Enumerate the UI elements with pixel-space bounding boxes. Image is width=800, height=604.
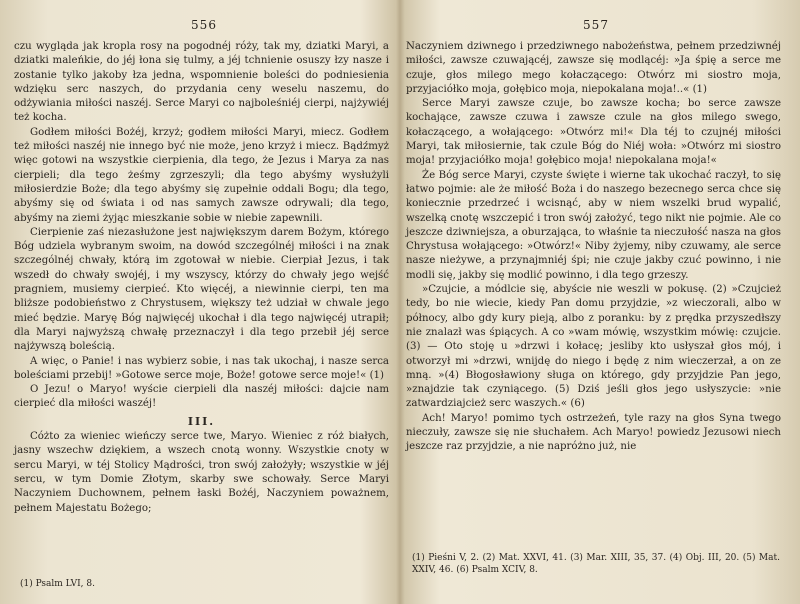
- right-page: [406, 0, 786, 604]
- paragraph: Że Bóg serce Maryi, czyste święte i wierne tak ukochać raczył, to się łatwo pojmie: ale że miłość Boża i do naszego bezecnego serca chce się koniecznie przedrzeć i wcisnąć, aby w niem wszelki brud wypalić, wszelką cnotę wszczepić i tron swój założyć, tego nikt nie pojmie. Ale co jeszcze dziwniejsza, a oburzająca, to właśnie ta nieczułość nasza na głos Chrystusa wołającego: »Otwórz!« Niby żyjemy, niby czuwamy, ale serce nasze nieżywe, a przynajmniéj śpi; nie czuje jakby czuć powinno, i nie modli się, jakby się modlić powinno, i dla tego grzeszy.: [406, 169, 781, 281]
- paragraph: Cierpienie zaś niezasłużone jest największym darem Bożym, którego Bóg udziela wybranym swoim, na dowód szczególnéj miłości i na znak szczególnéj chwały, którą im zgotował w niebie. Cierpiał Jezus, i tak wszedł do chwały swojéj, i my wszyscy, którzy do chwały jego wejść pragniem, musiemy cierpieć. Kto więcéj, a niewinnie cierpi, ten ma bliższe podobieństwo z Chrystusem, większy też udział w chwale jego mieć będzie. Maryę Bóg najwięcéj ukochał i dla tego najwięcéj utrapił; dla Maryi najwyższą chwałę przeznaczył i dla tego przebił jéj serce najżywszą boleścią.: [14, 226, 389, 353]
- page-number: 556: [191, 18, 217, 32]
- paragraph: Godłem miłości Bożéj, krzyż; godłem miłości Maryi, miecz. Godłem też miłości naszéj nie innego być nie może, jeno krzyż i miecz. Bądźmyż więc gotowi na wszystkie cierpienia, dla tego, że Jezus i Marya za nas cierpieli; dla tego żeśmy zgrzeszyli; dla tego abyśmy wysłużyli miłosierdzie Boże; dla tego abyśmy się zupełnie oddali Bogu; dla tego, abyśmy się od świata i od nas samych zawsze odrywali; dla tego, abyśmy na ziemi żyjąc mieszkanie sobie w niebie zapewnili.: [14, 126, 389, 224]
- left-page: [14, 0, 394, 604]
- paragraph: A więc, o Panie! i nas wybierz sobie, i nas tak ukochaj, i nasze serca boleściami przebij! »Gotowe serce moje, Boże! gotowe serce moje!« (1): [14, 355, 389, 381]
- paragraph: Naczyniem dziwnego i przedziwnego nabożeństwa, pełnem przedziwnéj miłości, zawsze czuwającéj, zawsze się modlącéj: »Ja śpię a serce me czuje, głos milego mego kołaczącego: Otwórz mi siostro moja, przyjaciółko moja, gołębico moja, niepokalana moja!..« (1): [406, 41, 781, 95]
- section-mark: III.: [187, 414, 216, 428]
- page-number: 557: [583, 18, 609, 32]
- quote-block: [406, 283, 781, 412]
- paragraph: O Jezu! o Maryo! wyście cierpieli dla naszéj miłości: dajcie nam cierpieć dla miłości waszéj!: [14, 384, 389, 410]
- footnote: (1) Psalm LVI, 8.: [20, 579, 95, 589]
- paragraph: Cóżto za wieniec wieńczy serce twe, Maryo. Wieniec z róż białych, jasny wszechw dziękiem, a wszech cnotą wonny. Wszystkie cnoty w sercu Maryi, w téj Stolicy Mądrości, tron swój założyły; wszystkie w jéj sercu, w tym Domie Złotym, skarby swe schowały. Serce Maryi Naczyniem Duchownem, pełnem łaski Bożéj, Naczyniem poważnem, pełnem Majestatu Bożego;: [14, 431, 389, 514]
- page-body: [14, 40, 389, 516]
- paragraph: czu wygląda jak kropla rosy na pogodnéj róży, tak my, dziatki Maryi, a dziatki maleńkie, do jéj łona się tulmy, a jéj tchnienie osuszy łzy nasze i zostanie tylko jakoby łza jedna, wspomnienie boleści do podniesienia wdzięku serc naszych, do przydania ceny weselu naszemu, do odżywiania miłości naszéj. Serce Maryi co najboleśniéj cierpi, najżywiéj też kocha.: [14, 41, 389, 124]
- paragraph: Serce Maryi zawsze czuje, bo zawsze kocha; bo serce zawsze kochające, zawsze czuwa i zawsze czule na głos milego swego, kołaczącego, a wołającego: »Otwórz mi!« Dla téj to czujnéj miłości Maryi, tak miłosiernie, tak czule Bóg do Niéj woła: »Otwórz mi siostro moja! przyjaciółko moja! gołębico moja! niepokalana moja!«: [406, 98, 781, 167]
- footnote: (1) Pieśni V, 2. (2) Mat. XXVI, 41. (3) Mar. XIII, 35, 37. (4) Obj. III, 20. (5) Mat. XXIV, 46. (6) Psalm XCIV, 8.: [412, 553, 780, 575]
- page-body: [406, 40, 781, 455]
- paragraph: Ach! Maryo! pomimo tych ostrzeżeń, tyle razy na głos Syna twego nieczuły, zawsze się nie słuchałem. Ach Maryo! powiedz Jezusowi niech jeszcze raz przyjdzie, a nie napróżno już, nie: [406, 412, 781, 453]
- quote-paragraph: »Czujcie, a módlcie się, abyście nie weszli w pokusę. (2) »Czujcież tedy, bo nie wiecie, kiedy Pan domu przyjdzie, »z wieczorali, albo w północy, albo gdy kury pieją, albo z poranku: by z prędka przyszedłszy nie znalazł was śpiących. A co »wam mówię, wszystkim mówię: czujcie. (3) — Oto stoję u »drzwi i kołacę; jesliby kto usłyszał głos mój, i otworzył mi »drzwi, wnijdę do niego i będę z nim wieczerzał, a on ze mną. »(4) Błogosławiony sługa on którego, gdy przyjdzie Pan jego, »znajdzie tak czyniącego. (5) Dziś jeśli głos jego usłyszycie: »nie zatwardziajcież serc waszych.« (6): [406, 284, 781, 410]
